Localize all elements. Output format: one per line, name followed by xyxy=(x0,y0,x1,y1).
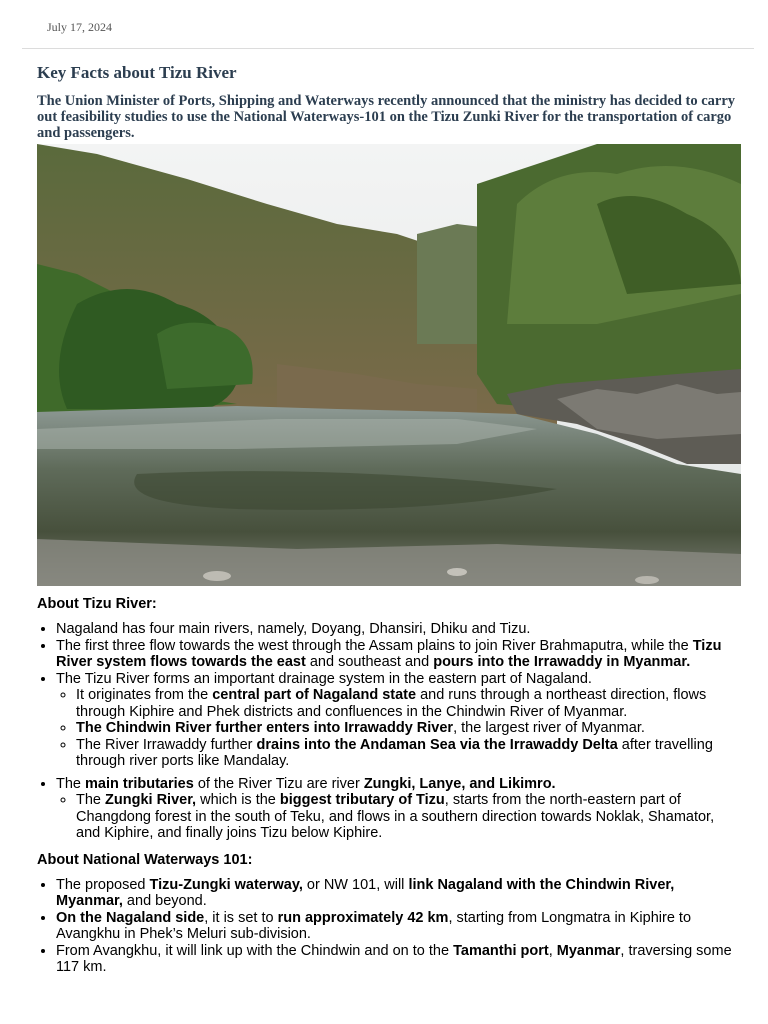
list-item: • The first three flow towards the west through the Assam plains to join River Brahmaputra, while the Tizu River system flows towards the east and southeast and pours into the Irrawaddy in Myanmar. xyxy=(56,638,741,671)
list-item: • Nagaland has four main rivers, namely, Doyang, Dhansiri, Dhiku and Tizu. xyxy=(56,621,741,638)
date-bar xyxy=(22,0,754,49)
about-nw-list xyxy=(37,877,741,976)
about-nw-heading: About National Waterways 101: xyxy=(37,851,253,868)
sub-list-item: ◦ The Chindwin River further enters into Irrawaddy River, the largest river of Myanmar. xyxy=(76,720,741,737)
list-item: • The proposed Tizu-Zungki waterway, or NW 101, will link Nagaland with the Chindwin River, Myanmar, and beyond. xyxy=(56,877,741,910)
sub-list xyxy=(56,792,741,842)
sub-list-item: ◦ The River Irrawaddy further drains into the Andaman Sea via the Irrawaddy Delta after travelling through river ports like Mandalay. xyxy=(76,737,741,770)
about-tizu-list xyxy=(37,621,741,770)
tributaries-list xyxy=(37,776,741,842)
article-title: Key Facts about Tizu River xyxy=(37,63,237,82)
sub-list xyxy=(56,687,741,770)
list-item: • The main tributaries of the River Tizu are river Zungki, Lanye, and Likimro. ◦ The Zungki River, which is the biggest tributary of Tizu, starts from the north-eastern part of Changdong forest in the south of Teku, and flows in a southern direction towards Noklak, Shamator, and Kiphire, and finally joins Tizu below Kiphire. xyxy=(56,776,741,842)
list-item: • From Avangkhu, it will link up with the Chindwin and on to the Tamanthi port, Myanmar, traversing some 117 km. xyxy=(56,943,741,976)
river-photo xyxy=(37,144,741,586)
article xyxy=(37,62,741,976)
list-item: • The Tizu River forms an important drainage system in the eastern part of Nagaland. ◦ It originates from the central part of Nagaland state and runs through a northeast direction, flows through Kiphire and Phek districts and confluences in the Chindwin River of Myanmar. ◦ The Chindwin River further enters into Irrawaddy River, the largest river of Myanmar. ◦ The River Irrawaddy further drains into the Andaman Sea via the Irrawaddy Delta after travelling through river ports like Mandalay. xyxy=(56,671,741,770)
article-lead: The Union Minister of Ports, Shipping and Waterways recently announced that the ministry has decided to carry out feasibility studies to use the National Waterways-101 on the Tizu Zunki River for the transportation of cargo and passengers. xyxy=(37,93,736,141)
publish-date: July 17, 2024 xyxy=(47,20,113,34)
list-item: • On the Nagaland side, it is set to run approximately 42 km, starting from Longmatra in Kiphire to Avangkhu in Phek’s Meluri sub-division. xyxy=(56,910,741,943)
sub-list-item: ◦ It originates from the central part of Nagaland state and runs through a northeast direction, flows through Kiphire and Phek districts and confluences in the Chindwin River of Myanmar. xyxy=(76,687,741,720)
about-tizu-heading: About Tizu River: xyxy=(37,596,157,612)
sub-list-item: ◦ The Zungki River, which is the biggest tributary of Tizu, starts from the north-eastern part of Changdong forest in the south of Teku, and flows in a southern direction towards Noklak, Shamator, and Kiphire, and finally joins Tizu below Kiphire. xyxy=(76,792,741,842)
